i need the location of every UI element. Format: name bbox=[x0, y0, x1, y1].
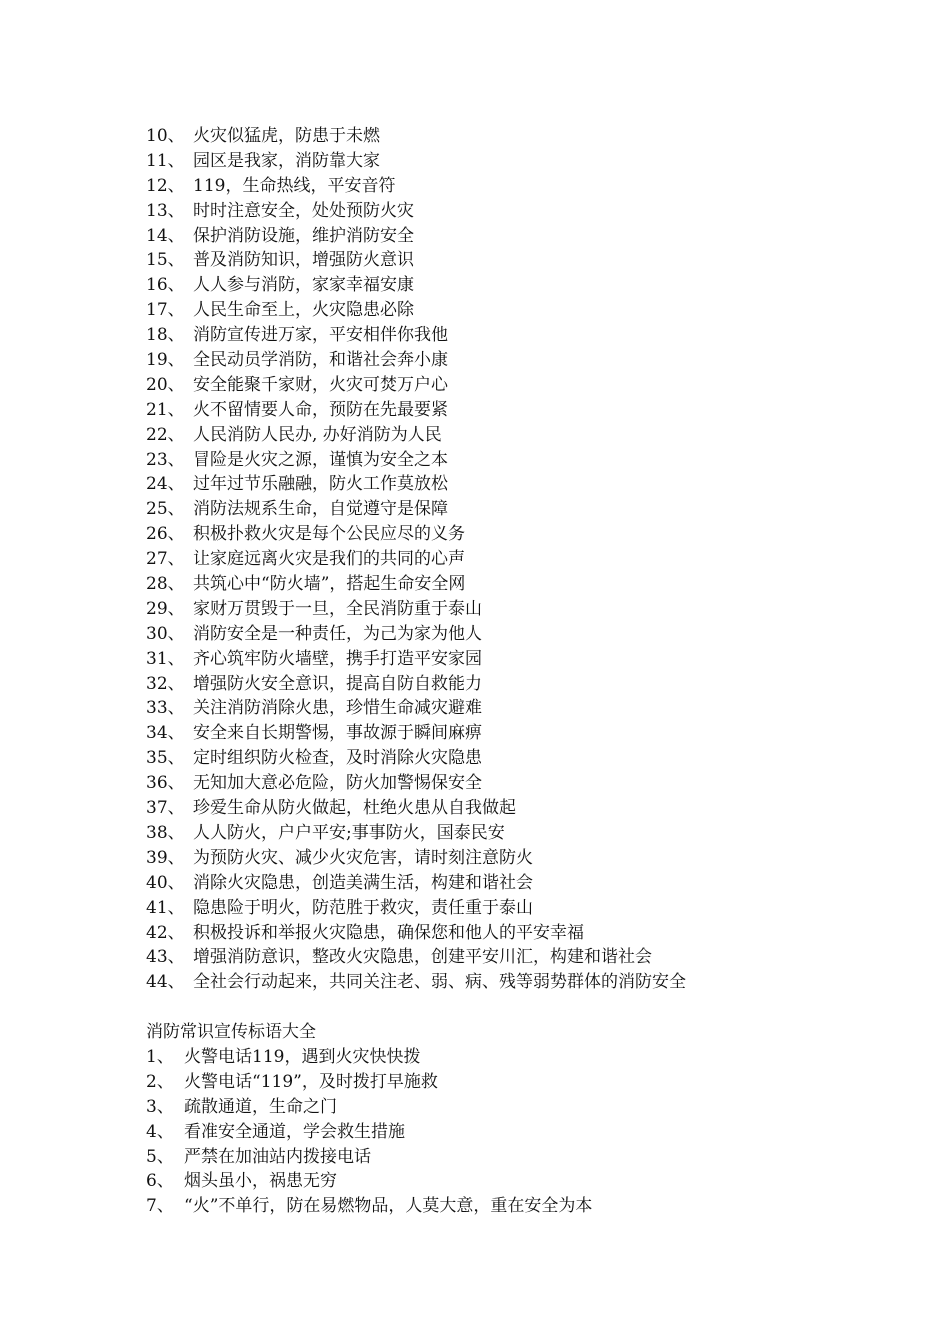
item-text: 安全能聚千家财，火灾可焚万户心 bbox=[193, 374, 448, 395]
item-number: 43、 bbox=[146, 947, 185, 968]
item-number: 23、 bbox=[146, 449, 185, 470]
item-text: 齐心筑牢防火墙壁，携手打造平安家园 bbox=[193, 648, 482, 669]
list-item bbox=[146, 921, 926, 946]
slogan-list-basics bbox=[146, 1045, 926, 1219]
item-text: 人人防火，户户平安;事事防火，国泰民安 bbox=[193, 822, 505, 843]
item-number: 2、 bbox=[146, 1071, 174, 1092]
list-item bbox=[146, 298, 926, 323]
item-text: 消防安全是一种责任，为己为家为他人 bbox=[193, 623, 482, 644]
item-text: 时时注意安全，处处预防火灾 bbox=[193, 200, 414, 221]
item-text: 火灾似猛虎，防患于未燃 bbox=[193, 126, 380, 146]
item-text: 火不留情要人命，预防在先最要紧 bbox=[193, 399, 448, 420]
list-item bbox=[146, 1169, 926, 1194]
item-number: 18、 bbox=[146, 325, 185, 346]
item-number: 36、 bbox=[146, 773, 185, 794]
list-item bbox=[146, 199, 926, 224]
list-item bbox=[146, 846, 926, 871]
item-text: 人民消防人民办, 办好消防为人民 bbox=[193, 424, 442, 445]
item-text: 为预防火灾、减少火灾危害，请时刻注意防火 bbox=[193, 847, 533, 868]
item-text: “火”不单行，防在易燃物品，人莫大意，重在安全为本 bbox=[184, 1196, 593, 1217]
item-text: 积极扑救火灾是每个公民应尽的义务 bbox=[193, 524, 465, 545]
item-text: 烟头虽小，祸患无穷 bbox=[184, 1171, 337, 1192]
item-number: 44、 bbox=[146, 972, 185, 993]
item-text: 定时组织防火检查，及时消除火灾隐患 bbox=[193, 748, 482, 769]
list-item bbox=[146, 672, 926, 697]
section-title: 消防常识宣传标语大全 bbox=[146, 1022, 316, 1042]
item-text: 消防法规系生命，自觉遵守是保障 bbox=[193, 499, 448, 520]
item-text: 保护消防设施，维护消防安全 bbox=[193, 225, 414, 246]
item-number: 13、 bbox=[146, 200, 185, 221]
list-item bbox=[146, 398, 926, 423]
item-number: 12、 bbox=[146, 175, 185, 196]
item-number: 4、 bbox=[146, 1121, 174, 1142]
item-number: 39、 bbox=[146, 847, 185, 868]
item-text: 人民生命至上，火灾隐患必除 bbox=[193, 300, 414, 321]
item-number: 24、 bbox=[146, 474, 185, 495]
list-item bbox=[146, 821, 926, 846]
list-item bbox=[146, 497, 926, 522]
item-text: 家财万贯毁于一旦，全民消防重于泰山 bbox=[193, 598, 482, 619]
item-text: 消防宣传进万家，平安相伴你我他 bbox=[193, 325, 448, 346]
item-text: 增强防火安全意识，提高自防自救能力 bbox=[193, 673, 482, 694]
item-number: 3、 bbox=[146, 1096, 174, 1117]
list-item bbox=[146, 522, 926, 547]
item-text: 增强消防意识，整改火灾隐患，创建平安川汇，构建和谐社会 bbox=[193, 947, 652, 968]
item-number: 41、 bbox=[146, 897, 185, 918]
item-number: 32、 bbox=[146, 673, 185, 694]
item-number: 17、 bbox=[146, 300, 185, 321]
item-number: 40、 bbox=[146, 872, 185, 893]
item-number: 7、 bbox=[146, 1196, 174, 1217]
item-number: 37、 bbox=[146, 798, 185, 819]
list-item bbox=[146, 1194, 926, 1219]
item-text: 过年过节乐融融，防火工作莫放松 bbox=[193, 474, 448, 495]
list-item bbox=[146, 1095, 926, 1120]
list-item bbox=[146, 597, 926, 622]
item-text: 冒险是火灾之源，谨慎为安全之本 bbox=[193, 449, 448, 470]
item-text: 疏散通道，生命之门 bbox=[184, 1096, 337, 1117]
list-item bbox=[146, 1145, 926, 1170]
item-text: 全社会行动起来，共同关注老、弱、病、残等弱势群体的消防安全 bbox=[193, 972, 686, 993]
item-number: 15、 bbox=[146, 250, 185, 271]
list-item bbox=[146, 248, 926, 273]
item-text: 全民动员学消防，和谐社会奔小康 bbox=[193, 350, 448, 371]
item-number: 22、 bbox=[146, 424, 185, 445]
item-number: 42、 bbox=[146, 922, 185, 943]
item-text: 安全来自长期警惕，事故源于瞬间麻痹 bbox=[193, 723, 482, 744]
list-item bbox=[146, 945, 926, 970]
list-item bbox=[146, 448, 926, 473]
item-number: 29、 bbox=[146, 598, 185, 619]
item-text: 消除火灾隐患，创造美满生活，构建和谐社会 bbox=[193, 872, 533, 893]
list-item bbox=[146, 1070, 926, 1095]
item-text: 让家庭远离火灾是我们的共同的心声 bbox=[193, 549, 465, 570]
list-item bbox=[146, 224, 926, 249]
list-item bbox=[146, 746, 926, 771]
item-text: 严禁在加油站内拨接电话 bbox=[184, 1146, 371, 1167]
list-item bbox=[146, 373, 926, 398]
item-number: 6、 bbox=[146, 1171, 174, 1192]
item-number: 16、 bbox=[146, 275, 185, 296]
item-number: 19、 bbox=[146, 350, 185, 371]
list-item bbox=[146, 124, 926, 149]
item-number: 26、 bbox=[146, 524, 185, 545]
list-item bbox=[146, 871, 926, 896]
list-item bbox=[146, 149, 926, 174]
item-text: 人人参与消防，家家幸福安康 bbox=[193, 275, 414, 296]
item-number: 34、 bbox=[146, 723, 185, 744]
list-item bbox=[146, 472, 926, 497]
list-item bbox=[146, 572, 926, 597]
item-text: 共筑心中“防火墙”，搭起生命安全网 bbox=[193, 574, 466, 595]
list-item bbox=[146, 896, 926, 921]
item-text: 隐患险于明火，防范胜于救灾，责任重于泰山 bbox=[193, 897, 533, 918]
item-text: 积极投诉和举报火灾隐患，确保您和他人的平安幸福 bbox=[193, 922, 584, 943]
item-text: 珍爱生命从防火做起，杜绝火患从自我做起 bbox=[193, 798, 516, 819]
item-number: 35、 bbox=[146, 748, 185, 769]
list-item bbox=[146, 423, 926, 448]
item-text: 看准安全通道，学会救生措施 bbox=[184, 1121, 405, 1142]
list-item bbox=[146, 348, 926, 373]
list-item bbox=[146, 721, 926, 746]
item-number: 10、 bbox=[146, 126, 185, 146]
list-item bbox=[146, 1045, 926, 1070]
item-number: 31、 bbox=[146, 648, 185, 669]
item-number: 21、 bbox=[146, 399, 185, 420]
item-number: 27、 bbox=[146, 549, 185, 570]
item-text: 关注消防消除火患，珍惜生命减灾避难 bbox=[193, 698, 482, 719]
list-item bbox=[146, 647, 926, 672]
slogan-list-continued bbox=[146, 124, 926, 995]
item-text: 园区是我家，消防靠大家 bbox=[193, 150, 380, 171]
item-number: 38、 bbox=[146, 822, 185, 843]
list-item bbox=[146, 323, 926, 348]
item-number: 11、 bbox=[146, 150, 185, 171]
item-text: 火警电话“119”，及时拨打早施救 bbox=[184, 1071, 438, 1092]
item-number: 20、 bbox=[146, 374, 185, 395]
list-item bbox=[146, 796, 926, 821]
list-item bbox=[146, 547, 926, 572]
item-text: 119，生命热线，平安音符 bbox=[193, 175, 396, 196]
list-item bbox=[146, 622, 926, 647]
item-number: 1、 bbox=[146, 1047, 174, 1067]
list-item bbox=[146, 696, 926, 721]
item-number: 5、 bbox=[146, 1146, 174, 1167]
item-number: 33、 bbox=[146, 698, 185, 719]
list-item bbox=[146, 970, 926, 995]
list-item bbox=[146, 771, 926, 796]
item-text: 无知加大意必危险，防火加警惕保安全 bbox=[193, 773, 482, 794]
item-text: 火警电话119，遇到火灾快快拨 bbox=[184, 1047, 421, 1067]
item-number: 28、 bbox=[146, 574, 185, 595]
list-item bbox=[146, 273, 926, 298]
item-number: 30、 bbox=[146, 623, 185, 644]
list-item bbox=[146, 1120, 926, 1145]
item-number: 14、 bbox=[146, 225, 185, 246]
list-item bbox=[146, 174, 926, 199]
item-number: 25、 bbox=[146, 499, 185, 520]
item-text: 普及消防知识，增强防火意识 bbox=[193, 250, 414, 271]
